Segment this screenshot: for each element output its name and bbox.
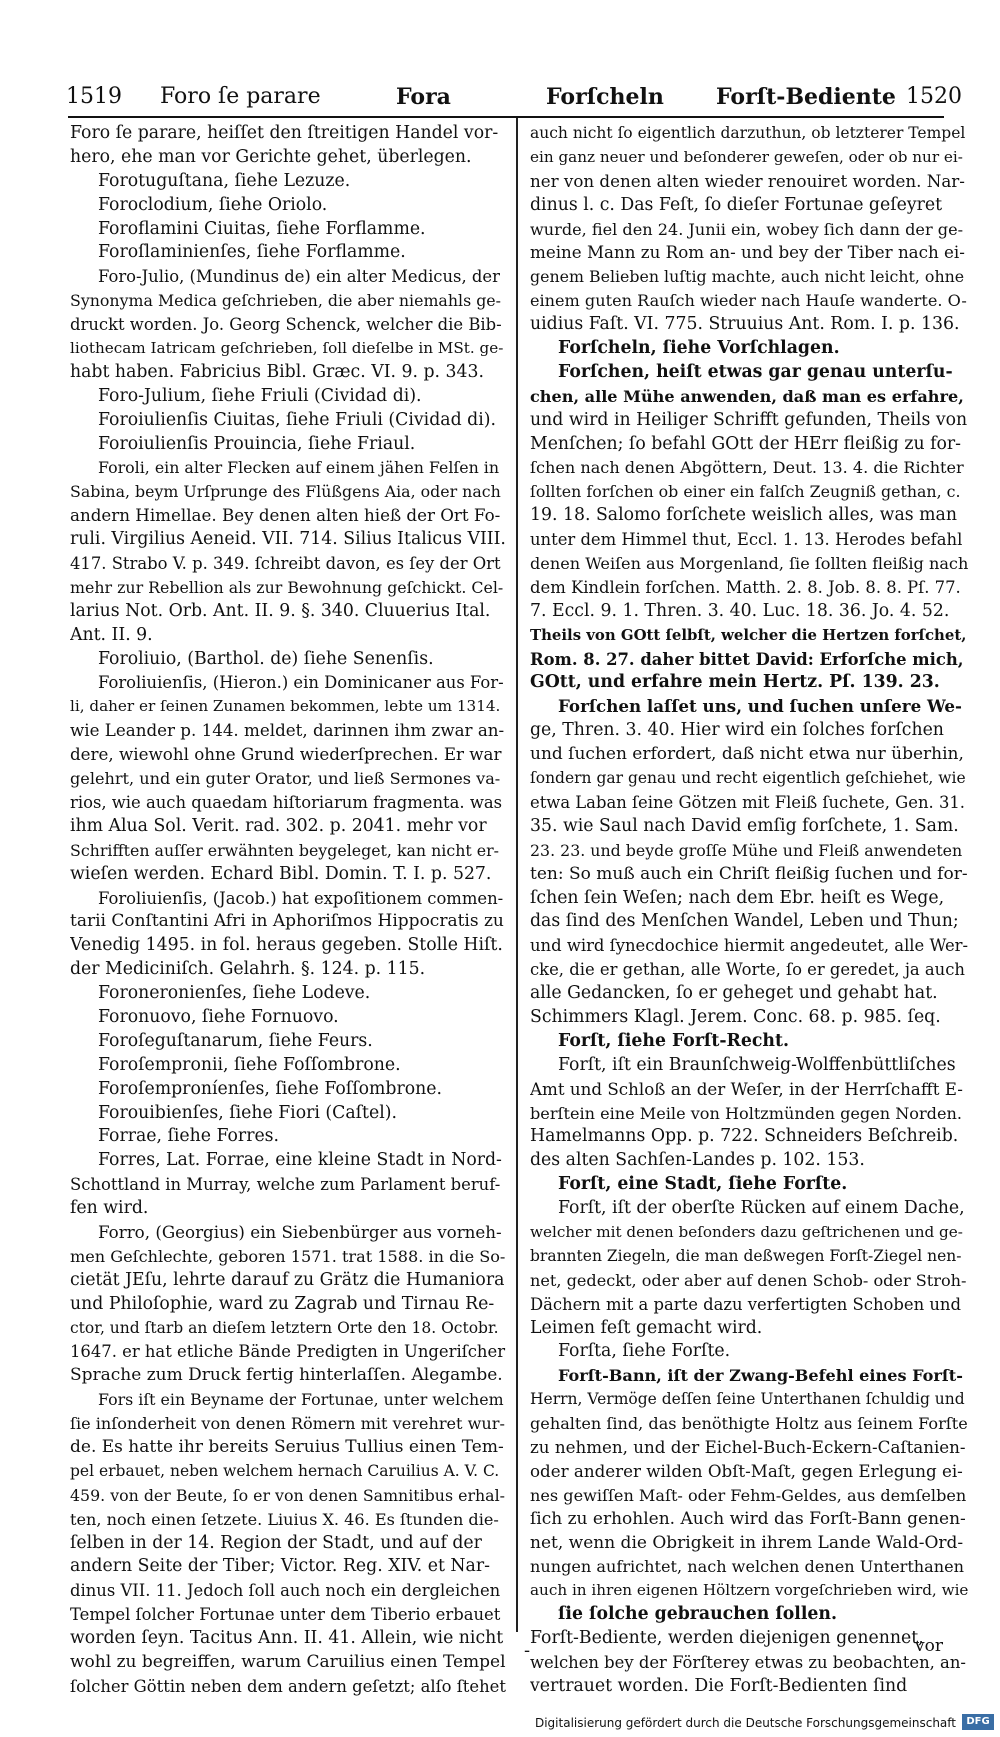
text-line: fen wird. [70,1198,149,1219]
text-line: Schrifften auſſer erwähnten beygeleget, kan nicht er- [70,840,499,860]
text-line: unter dem Himmel thut, Eccl. 1. 13. Herodes befahl [530,530,963,550]
text-line: Foroſempronii, ſiehe Foſſombrone. [98,1054,401,1075]
running-head-left: Foro ſe parare [160,84,321,109]
text-line: ge, Thren. 3. 40. Hier wird ein ſolches forſchen [530,720,944,741]
text-line: 7. Eccl. 9. 1. Thren. 3. 40. Luc. 18. 36. Jo. 4. 52. [530,600,950,621]
text-line: Menſchen; ſo befahl GOtt der HErr fleißig zu for- [530,433,961,454]
text-line: vertrauet worden. Die Forſt-Bedienten ſind [530,1675,908,1696]
text-line: des alten Sachſen-Landes p. 102. 153. [530,1150,865,1171]
text-line: andern Himellae. Bey denen alten hieß der Ort Fo- [70,505,501,526]
text-line: Foro ſe parare, heiſſet den ſtreitigen Handel vor- [70,123,499,143]
text-line: Dächern mit a parte dazu verfertigten Schoben und [530,1294,961,1314]
text-line: Foroflamini Ciuitas, ſiehe Forflamme. [98,218,426,239]
text-line: liothecam Iatricam geſchrieben, ſoll dieſelbe in MSt. ge- [70,339,504,358]
text-line: Foroiulienſis Prouincia, ſiehe Friaul. [98,433,416,454]
text-line: Forouibienſes, ſiehe Fiori (Caſtel). [98,1102,397,1123]
text-line: gehalten ſind, das benöthigte Holtz aus ſeinem Forſte [530,1414,968,1434]
text-line: larius Not. Orb. Ant. II. 9. §. 340. Cluuerius Ital. [70,600,491,621]
text-line: Forſt, ſiehe Forſt-Recht. [558,1030,789,1051]
text-line: andern Seite der Tiber; Victor. Reg. XIV. et Nar- [70,1556,490,1577]
text-line: Foroſemproníenſes, ſiehe Foſſombrone. [98,1078,442,1099]
text-line: auch in ihren eigenen Höltzern vorgeſchrieben wird, wie [530,1581,968,1600]
text-line: einem guten Rauſch wieder nach Hauſe wanderte. O- [530,291,967,311]
text-line: druckt worden. Jo. Georg Schenck, welcher die Bib- [70,315,502,335]
text-line: Foroclodium, ſiehe Oriolo. [98,194,328,215]
text-line: Sprache zum Druck fertig hinterlaſſen. Alegambe. [70,1365,503,1386]
text-line: Forſt, iſt ein Braunſchweig-Wolffenbüttliſches [558,1054,956,1075]
text-line: Foroiulienſis Ciuitas, ſiehe Friuli (Cividad di). [98,409,496,430]
text-line: ten, noch einen ſetzete. Liuius X. 46. Es ſtunden die- [70,1509,499,1529]
text-line: Forotuguſtana, ſiehe Lezuze. [98,170,351,191]
funding-notice: Digitalisierung gefördert durch die Deutsche Forschungsgemeinschaft [534,1716,956,1730]
text-line: rios, wie auch quaedam hiſtoriarum fragmenta. was [70,792,503,812]
text-line: Forſt, eine Stadt, ſiehe Forſte. [558,1174,848,1195]
text-line: ten: So muß auch ein Chriſt fleißig ſuchen und for- [530,863,968,884]
text-line: oder anderer wilden Obſt-Maſt, gegen Erlegung ei- [530,1460,963,1481]
catchword: vor [915,1636,943,1656]
text-line: alle Gedancken, ſo er geheget und gehabt hat. [530,983,938,1004]
text-line: Synonyma Medica geſchrieben, die aber niemahls ge- [70,291,501,311]
text-line: das ſind des Menſchen Wandel, Leben und Thun; [530,911,959,932]
text-line: denen Weiſen aus Morgenland, ſie ſollten fleißig nach [530,554,968,574]
text-line: 417. Strabo V. p. 349. ſchreibt davon, es ſey der Ort [70,554,501,574]
text-line: ſondern gar genau und recht eigentlich geſchiehet, wie [530,769,966,788]
text-line: Leimen feſt gemacht wird. [530,1317,763,1338]
text-line: Forrae, ſiehe Forres. [98,1126,280,1147]
text-line: brannten Ziegeln, die man deßwegen Forſt-Ziegel nen- [530,1246,962,1265]
text-line: Foroneronienſes, ſiehe Lodeve. [98,983,371,1004]
text-line: hero, ehe man vor Gerichte gehet, überlegen. [70,146,472,167]
text-line: wurde, fiel den 24. Junii ein, wobey ſich dann der ge- [530,219,964,239]
running-head-center-right: Forſcheln [546,84,664,110]
text-line: dere, wiewohl ohne Grund wiederſprechen. Er war [70,744,502,765]
text-line: Herrn, Vermöge deſſen ſeine Unterthanen ſchuldig und [530,1390,965,1409]
text-line: pel erbauet, neben welchem hernach Caruilius A. V. C. [70,1461,500,1480]
text-line: genem Belieben luſtig machte, auch nicht leicht, ohne [530,267,965,287]
text-line: li, daher er ſeinen Zunamen bekommen, lebte um 1314. [70,697,501,716]
text-line: nes gewiſſen Maſt- oder Fehm-Geldes, aus demſelben [530,1485,967,1505]
text-line: dinus l. c. Das Feſt, ſo dieſer Fortunae geſeyret [530,194,943,215]
text-line: wohl zu begreiffen, warum Caruilius einen Tempel [70,1652,506,1672]
text-line: cke, die er gethan, alle Worte, ſo er geredet, ja auch [530,960,965,980]
text-line: habt haben. Fabricius Bibl. Græc. VI. 9. p. 343. [70,361,485,382]
text-line: cietät JEſu, lehrte darauf zu Grätz die Humaniora [70,1269,505,1290]
text-line: ſelben in der 14. Region der Stadt, und auf der [70,1532,482,1553]
text-line: GOtt, und erfahre mein Hertz. Pſ. 139. 23. [530,672,940,693]
text-line: und wird in Heiliger Schrifft gefunden, Theils von [530,409,968,430]
running-head-right: Forſt-Bediente [716,84,896,110]
text-line: men Geſchlechte, geboren 1571. trat 1588. in die So- [70,1246,506,1266]
text-line: welcher mit denen beſonders dazu geſtrichenen und ge- [530,1222,963,1241]
page-number-left: 1519 [66,84,122,109]
text-line: Schottland in Murray, welche zum Parlament beruf- [70,1175,501,1195]
page-number-right: 1520 [906,84,962,109]
text-line: nungen aufrichtet, nach welchen denen Unterthanen [530,1557,965,1577]
text-line: Foroliuienſis, (Jacob.) hat expoſitionem commen- [98,888,504,908]
text-line: berſtein eine Meile von Holtzmünden gegen Norden. [530,1103,962,1123]
text-line: Foronuovo, ſiehe Fornuovo. [98,1006,339,1027]
column-divider [516,118,518,1632]
text-line: net, gedeckt, oder aber auf denen Schob- oder Stroh- [530,1270,967,1290]
text-line: Theils von GOtt ſelbſt, welcher die Hertzen forſchet, [530,625,967,644]
text-line: Tempel ſolcher Fortunae unter dem Tiberio erbauet [70,1605,501,1625]
text-line: mehr zur Rebellion als zur Bewohnung geſchickt. Cel- [70,577,504,597]
left-column [70,122,506,1699]
text-line: auch nicht ſo eigentlich darzuthun, ob letzterer Tempel [530,124,966,142]
text-line: Foroli, ein alter Flecken auf einem jähen Felſen in [98,458,500,478]
right-column [530,122,968,1699]
text-line: ctor, und ſtarb an dieſem letztern Orte den 18. Octobr. [70,1318,499,1337]
text-line: 19. 18. Salomo forſchete weislich alles, was man [530,505,957,526]
text-line: net, wenn die Obrigkeit in ihrem Lande Wald-Ord- [530,1532,964,1553]
text-line: uidius Faſt. VI. 775. Struuius Ant. Rom. I. p. 136. [530,314,960,335]
text-line: ſchen nach denen Abgöttern, Deut. 13. 4. die Richter [530,458,964,478]
text-line: Rom. 8. 27. daher bittet David: Erforſche mich, [530,649,964,669]
text-line: tarii Conſtantini Afri in Aphoriſmos Hippocratis zu [70,911,504,932]
text-line: Fors iſt ein Beyname der Fortunae, unter welchem [98,1390,504,1410]
page-mark: - [524,1640,531,1661]
text-line: Foro-Julium, ſiehe Friuli (Cividad di). [98,385,422,406]
text-line: ihm Alua Sol. Verit. rad. 302. p. 2041. mehr vor [70,815,487,836]
text-line: wie Leander p. 144. meldet, darinnen ihm zwar an- [70,720,505,741]
text-line: Forſt-Bediente, werden diejenigen genennet, [530,1628,924,1649]
dfg-logo: DFG [962,1714,994,1730]
text-line: Forſchen laſſet uns, und ſuchen unſere We- [558,696,962,717]
text-line: ſie inſonderheit von denen Römern mit verehret wur- [70,1414,505,1434]
text-line: und ſuchen erfordert, daß nicht etwa nur überhin, [530,744,964,765]
text-line: Foroliuio, (Barthol. de) ſiehe Senenſis. [98,648,434,669]
text-line: ſie ſolche gebrauchen ſollen. [558,1604,837,1625]
text-line: chen, alle Mühe anwenden, daß man es erfahre, [530,386,964,406]
text-line: dinus VII. 11. Jedoch ſoll auch noch ein dergleichen [70,1581,501,1601]
text-line: Forres, Lat. Forrae, eine kleine Stadt in Nord- [98,1150,502,1171]
text-line: Foroſeguſtanarum, ſiehe Feurs. [98,1030,373,1051]
text-line: Schimmers Klagl. Jerem. Conc. 68. p. 985. ſeq. [530,1006,941,1027]
text-line: wieſen werden. Echard Bibl. Domin. T. I. p. 527. [70,863,492,884]
text-line: Foroliuienſis, (Hieron.) ein Dominicaner aus For- [98,673,504,693]
text-line: 1647. er hat etliche Bände Predigten in Ungeriſcher [70,1342,506,1362]
text-line: ſchen ſein Weſen; nach dem Ebr. heiſt es Wege, [530,887,945,908]
text-line: ſollten forſchen ob einer ein falſch Zeugniß gethan, c. [530,482,961,502]
text-line: der Mediciniſch. Gelahrh. §. 124. p. 115. [70,959,426,980]
text-line: ſolcher Göttin neben dem andern geſetzt; alſo ſtehet [70,1676,506,1696]
text-line: Ant. II. 9. [70,624,153,645]
text-line: Forro, (Georgius) ein Siebenbürger aus vorneh- [98,1221,502,1242]
text-line: Forſchen, heiſt etwas gar genau unterſu- [558,361,953,382]
text-line: ſich zu erhohlen. Auch wird das Forſt-Bann genen- [530,1508,966,1529]
text-line: Venedig 1495. in fol. heraus gegeben. Stolle Hiſt. [70,935,503,956]
text-line: welchen bey der Förſterey etwas zu beobachten, an- [530,1653,966,1672]
running-head-center-left: Fora [396,84,451,110]
text-line: ein ganz neuer und beſonderer geweſen, oder ob nur ei- [530,147,963,166]
text-line: Forſcheln, ſiehe Vorſchlagen. [558,338,840,359]
text-line: Forſt-Bann, iſt der Zwang-Befehl eines Forſt- [558,1366,963,1386]
header-rule [68,116,944,118]
text-line: Amt und Schloß an der Weſer, in der Herrſchafft E- [530,1078,963,1099]
text-line: dem Kindlein forſchen. Matth. 2. 8. Job. 8. 8. Pſ. 77. [530,577,961,597]
text-line: worden ſeyn. Tacitus Ann. II. 41. Allein, wie nicht [70,1628,504,1649]
text-line: ruli. Virgilius Aeneid. VII. 714. Silius Italicus VIII. [70,529,506,550]
text-line: Foroſlaminienſes, ſiehe Forflamme. [98,242,406,263]
text-line: de. Es hatte ihr bereits Seruius Tullius einen Tem- [70,1436,504,1457]
text-line: meine Mann zu Rom an- und bey der Tiber nach ei- [530,242,965,263]
text-line: ner von denen alten wieder renouiret worden. Nar- [530,170,965,191]
text-line: gelehrt, und ein guter Orator, und ließ Sermones va- [70,769,501,789]
text-line: etwa Laban ſeine Götzen mit Fleiß ſuchete, Gen. 31. [530,792,966,812]
text-line: und Philoſophie, ward zu Zagrab und Tirnau Re- [70,1293,495,1314]
text-line: 459. von der Beute, ſo er von denen Samnitibus erhal- [70,1485,505,1505]
text-line: 35. wie Saul nach David emſig forſchete, 1. Sam. [530,815,959,836]
text-line: und wird ſynecdochice hiermit angedeutet, alle Wer- [530,936,968,956]
text-line: zu nehmen, und der Eichel-Buch-Eckern-Caſtanien- [530,1436,966,1457]
text-line: Hamelmanns Opp. p. 722. Schneiders Beſchreib. [530,1126,959,1147]
text-line: Forſt, iſt der oberſte Rücken auf einem Dache, [558,1198,965,1219]
text-line: Forſta, ſiehe Forſte. [558,1341,731,1362]
text-line: Foro-Julio, (Mundinus de) ein alter Medicus, der [98,267,500,287]
text-line: 23. 23. und beyde groſſe Mühe und Fleiß anwendeten [530,840,963,860]
text-line: Sabina, beym Urſprunge des Flüßgens Aia, oder nach [70,482,501,502]
